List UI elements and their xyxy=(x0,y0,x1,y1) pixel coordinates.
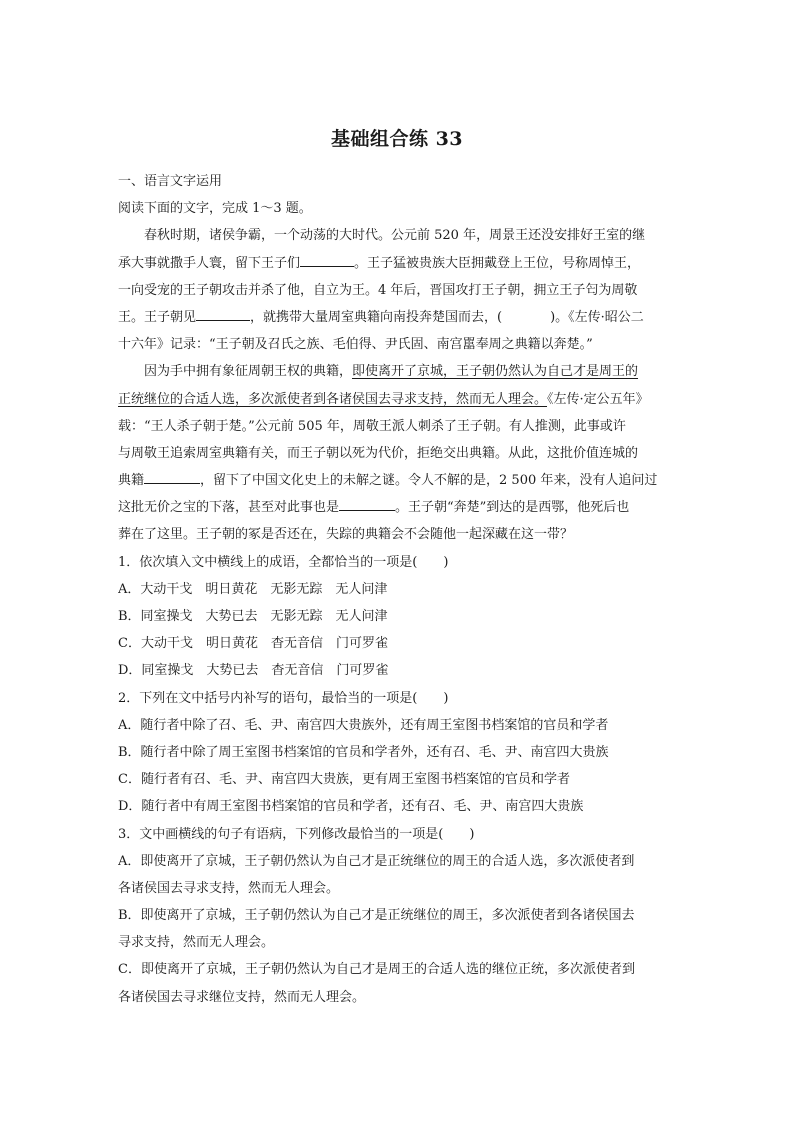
answer-option: C．大动干戈 明日黄花 杳无音信 门可罗雀 xyxy=(118,636,388,652)
passage xyxy=(118,222,680,548)
document-body xyxy=(118,168,680,1011)
question-stem: 1．依次填入文中横线上的成语，全都恰当的一项是( ) xyxy=(118,554,449,570)
answer-option: D．随行者中有周王室图书档案馆的官员和学者，还有召、毛、尹、南宫四大贵族 xyxy=(118,799,584,815)
question-2 xyxy=(118,685,680,821)
passage-line: 春秋时期，诸侯争霸，一个动荡的大时代。公元前 520 年，周景王还没安排好王室的继 xyxy=(144,228,646,244)
fill-blank-4 xyxy=(339,495,395,511)
question-stem: 2．下列在文中括号内补写的语句，最恰当的一项是( ) xyxy=(118,690,449,706)
answer-option: A．大动干戈 明日黄花 无影无踪 无人问津 xyxy=(118,581,388,597)
answer-option: B．随行者中除了周王室图书档案馆的官员和学者外，还有召、毛、尹、南宫四大贵族 xyxy=(118,744,609,760)
answer-option: B．同室操戈 大势已去 无影无踪 无人问津 xyxy=(118,609,388,624)
answer-option: D．同室操戈 大势已去 杳无音信 门可罗雀 xyxy=(118,663,389,679)
underlined-sentence: 即使离开了京城，王子朝仍然认为自己才是周王的 xyxy=(352,364,639,380)
question-1 xyxy=(118,549,680,685)
passage-line: 与周敬王追索周室典籍有关，而王子朝以死为代价，拒绝交出典籍。从此，这批价值连城的 xyxy=(118,445,639,461)
fill-blank-3 xyxy=(144,468,200,484)
passage-line: 正统继位的合适人选，多次派使者到各诸侯国去寻求支持，然而无人理会。《左传·定公五年》 xyxy=(118,391,649,407)
answer-option: A．随行者中除了召、毛、尹、南宫四大贵族外，还有周王室图书档案馆的官员和学者 xyxy=(118,717,609,733)
instruction-text: 阅读下面的文字，完成 1～3 题。 xyxy=(118,201,312,217)
answer-option: B．即使离开了京城，王子朝仍然认为自己才是正统继位的周王，多次派使者到各诸侯国去 xyxy=(118,908,635,924)
underlined-sentence: 正统继位的合适人选，多次派使者到各诸侯国去寻求支持，然而无人理会。 xyxy=(118,391,548,407)
answer-option-continued: 寻求支持，然而无人理会。 xyxy=(118,935,275,951)
passage-line: 葬在了这里。王子朝的冢是否还在，失踪的典籍会不会随他一起深藏在这一带？ xyxy=(118,527,574,543)
answer-option: C．即使离开了京城，王子朝仍然认为自己才是周王的合适人选的继位正统，多次派使者到 xyxy=(118,962,635,978)
passage-line: 王。王子朝见 ，就携带大量周室典籍向南投奔楚国而去，( )。《左传·昭公二 xyxy=(118,304,680,331)
page-title: 基础组合练 33 xyxy=(330,128,464,150)
answer-option-continued: 各诸侯国去寻求继位支持，然而无人理会。 xyxy=(118,989,366,1005)
passage-line: 载：“王人杀子朝于楚。”公元前 505 年，周敬王派人刺杀了王子朝。有人推测，此事或许 xyxy=(118,418,626,434)
passage-line: 承大事就撒手人寰，留下王子们 。王子猛被贵族大臣拥戴登上王位，号称周悼王， xyxy=(118,250,680,277)
passage-line: 这批无价之宝的下落，甚至对此事也是 。王子朝“奔楚”到达的是西鄂，他死后也 xyxy=(118,494,680,521)
passage-line: 因为手中拥有象征周朝王权的典籍，即使离开了京城，王子朝仍然认为自己才是周王的 xyxy=(144,364,639,380)
fill-blank-2 xyxy=(196,305,250,321)
fill-blank-1 xyxy=(300,251,354,267)
question-3 xyxy=(118,821,680,1011)
section-heading: 一、语言文字运用 xyxy=(118,174,223,189)
passage-line: 典籍 ，留下了中国文化史上的未解之谜。令人不解的是，2 500 年来，没有人追问过 xyxy=(118,467,680,494)
answer-option: C．随行者有召、毛、尹、南宫四大贵族，更有周王室图书档案馆的官员和学者 xyxy=(118,772,570,788)
passage-line: 一向受宠的王子朝攻击并杀了他，自立为王。4 年后，晋国攻打王子朝，拥立王子匄为周敬 xyxy=(118,282,638,298)
question-stem: 3．文中画横线的句子有语病，下列修改最恰当的一项是( ) xyxy=(118,826,475,842)
answer-option: A．即使离开了京城，王子朝仍然认为自己才是正统继位的周王的合适人选，多次派使者到 xyxy=(118,853,635,869)
answer-option-continued: 各诸侯国去寻求支持，然而无人理会。 xyxy=(118,880,340,896)
passage-line: 十六年》记录：“王子朝及召氏之族、毛伯得、尹氏固、南宫嚚奉周之典籍以奔楚。” xyxy=(118,337,593,353)
